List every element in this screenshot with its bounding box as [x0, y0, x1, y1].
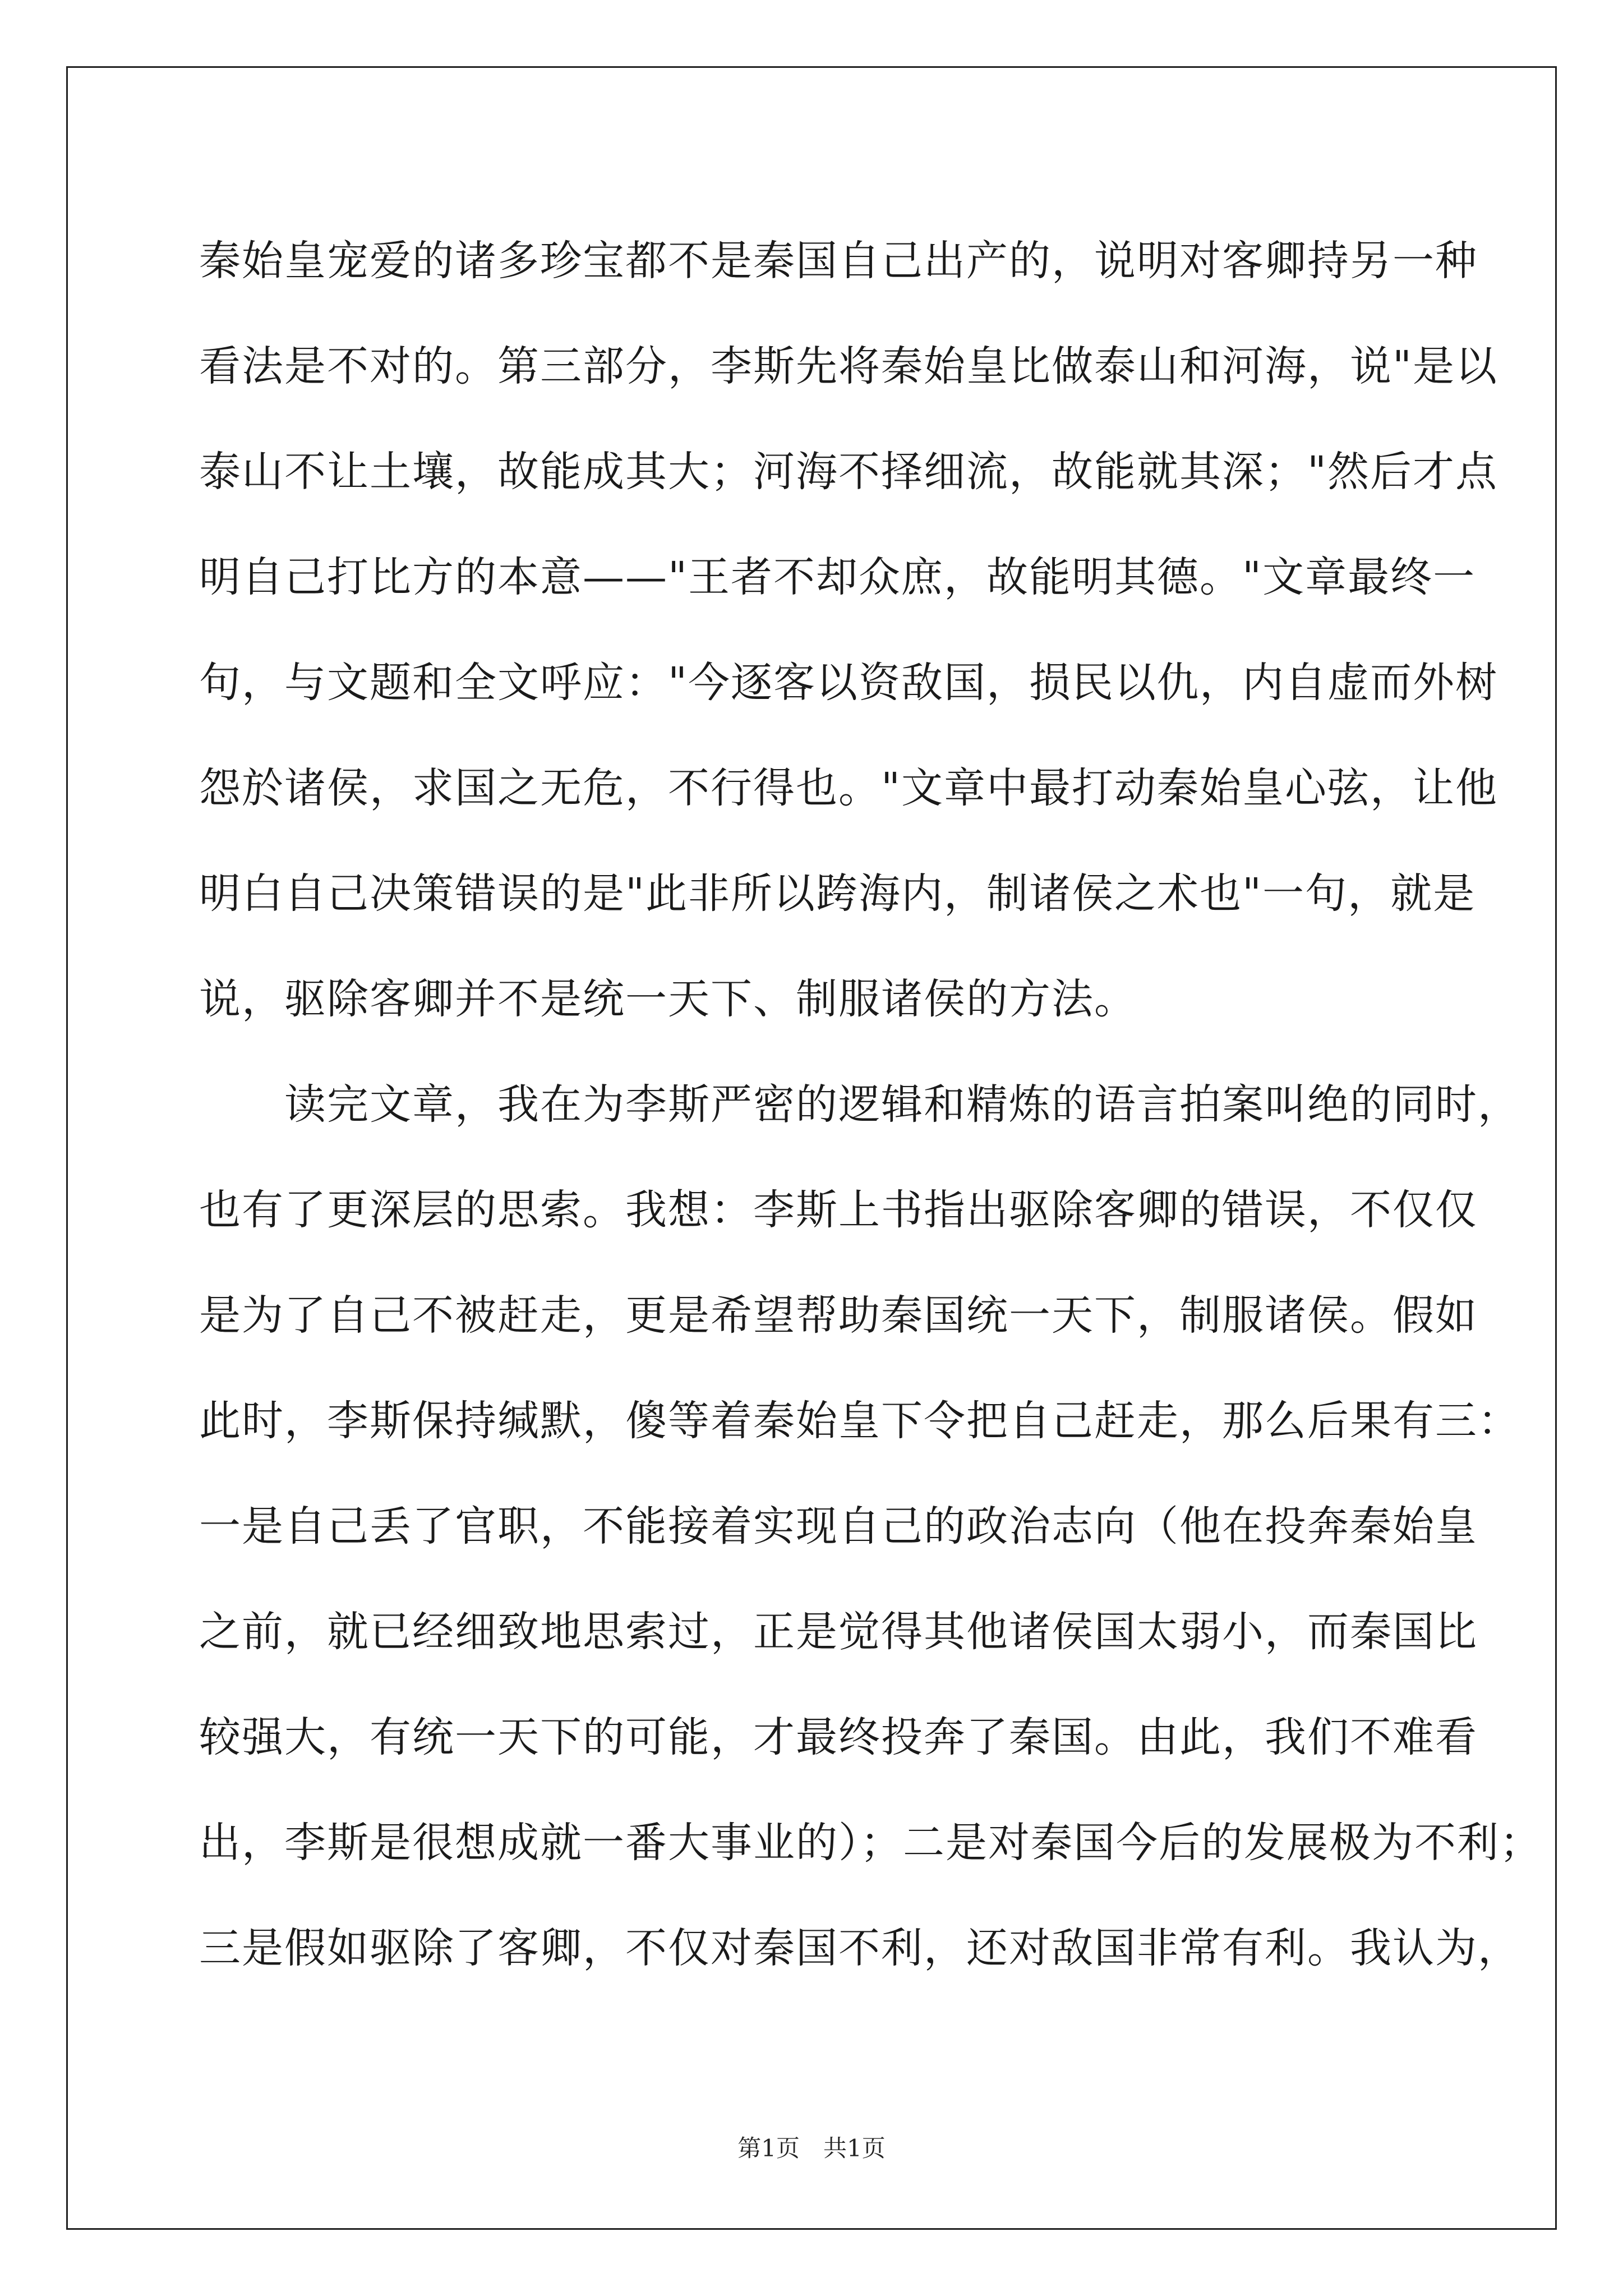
text-line: 怨於诸侯，求国之无危，不行得也。"文章中最打动秦始皇心弦，让他 — [199, 764, 1498, 812]
text-line: 明自己打比方的本意——"王者不却众庶，故能明其德。"文章最终一 — [199, 553, 1476, 601]
text-line: 秦始皇宠爱的诸多珍宝都不是秦国自己出产的，说明对客卿持另一种 — [199, 237, 1478, 285]
text-line: 此时，李斯保持缄默，傻等着秦始皇下令把自己赶走，那么后果有三： — [199, 1397, 1520, 1445]
page-number: 第1页 共1页 — [737, 2134, 886, 2162]
text-line: 泰山不让土壤，故能成其大；河海不择细流，故能就其深；"然后才点 — [199, 448, 1498, 496]
text-line: 三是假如驱除了客卿，不仅对秦国不利，还对敌国非常有利。我认为， — [199, 1924, 1520, 1972]
text-line: 出，李斯是很想成就一番大事业的）；二是对秦国今后的发展极为不利； — [199, 1819, 1542, 1867]
text-line: 句，与文题和全文呼应："今逐客以资敌国，损民以仇，内自虚而外树 — [199, 659, 1498, 707]
text-line: 之前，就已经细致地思索过，正是觉得其他诸侯国太弱小，而秦国比 — [199, 1608, 1478, 1656]
text-line: 是为了自己不被赶走，更是希望帮助秦国统一天下，制服诸侯。假如 — [199, 1291, 1478, 1340]
text-line: 说，驱除客卿并不是统一天下、制服诸侯的方法。 — [199, 975, 1137, 1023]
text-line: 明白自己决策错误的是"此非所以跨海内，制诸侯之术也"一句，就是 — [199, 869, 1476, 918]
document-body — [199, 216, 1542, 2009]
text-line: 读完文章，我在为李斯严密的逻辑和精炼的语言拍案叫绝的同时， — [199, 1080, 1520, 1129]
text-line: 也有了更深层的思索。我想：李斯上书指出驱除客卿的错误，不仅仅 — [199, 1186, 1478, 1234]
text-line: 较强大，有统一天下的可能，才最终投奔了秦国。由此，我们不难看 — [199, 1713, 1478, 1761]
text-line: 一是自己丢了官职，不能接着实现自己的政治志向（他在投奔秦始皇 — [199, 1502, 1478, 1550]
text-line: 看法是不对的。第三部分，李斯先将秦始皇比做泰山和河海，说"是以 — [199, 342, 1498, 390]
